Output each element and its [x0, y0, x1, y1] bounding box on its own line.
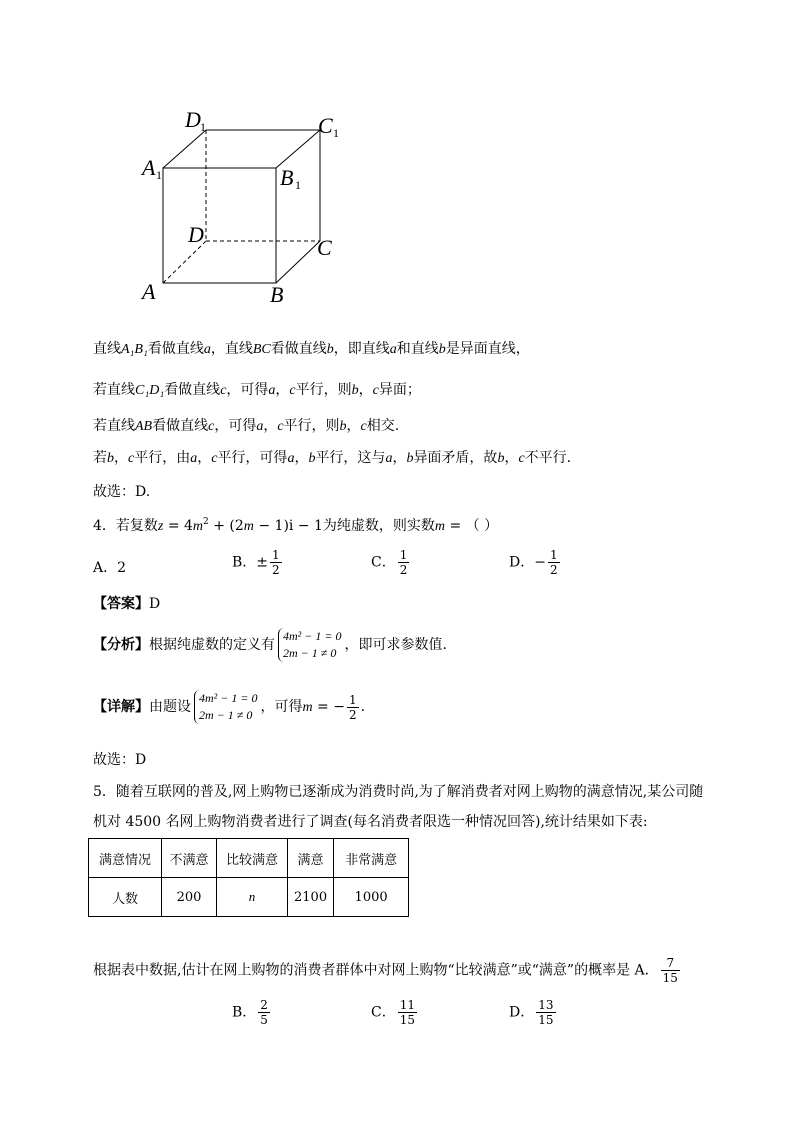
table-cell: 1000 — [334, 878, 409, 917]
label-c: C — [317, 235, 332, 260]
table-row — [89, 878, 409, 917]
edge-b-c — [276, 241, 320, 283]
q4-option-b[interactable]: B．± $\frac{1}{2}$ — [232, 548, 280, 577]
label-c1-sub: 1 — [333, 126, 339, 140]
label-b1: B — [280, 165, 294, 190]
table-cell: 人数 — [89, 878, 162, 917]
table-cell: n — [217, 878, 288, 917]
solution-line-2: 若直线C₁D₁看做直线c，可得a，c平行，则b，c异面； — [93, 382, 421, 398]
q4-analysis: 【分析】根据纯虚数的定义有 4m² − 1 = 0 2m − 1 ≠ 0 ，即可求参数值. — [93, 629, 447, 660]
q5-text-1: 5．随着互联网的普及,网上购物已逐渐成为消费时尚,为了解消费者对网上购物的满意情况,某公司随 — [93, 784, 704, 800]
table-header-cell: 不满意 — [162, 839, 217, 878]
table-header-cell: 满意情况 — [89, 839, 162, 878]
solution-answer: 故选：D. — [93, 484, 151, 500]
table-row — [89, 839, 409, 878]
label-b1-sub: 1 — [295, 178, 301, 192]
q4-conclusion: 故选：D — [93, 752, 147, 768]
label-d1-sub: 1 — [200, 120, 206, 134]
table-cell: 2100 — [288, 878, 334, 917]
edge-b1-c1 — [276, 130, 320, 168]
label-d1: D — [185, 107, 201, 132]
q5-option-d[interactable]: D． $\frac{13}{15}$ — [509, 998, 554, 1027]
label-a: A — [142, 279, 156, 304]
label-a1-sub: 1 — [156, 168, 162, 182]
sys-eq-2: 2m − 1 ≠ 0 — [199, 708, 253, 722]
table-header-cell: 比较满意 — [217, 839, 288, 878]
label-d: D — [188, 222, 204, 247]
survey-table — [88, 838, 409, 917]
label-a1: A — [142, 155, 156, 180]
q4-stem: 4．若复数$z = 4m^2 + (2m - 1)i - 1$为纯虚数，则实数m = （ ） — [93, 517, 499, 534]
table-header-cell: 满意 — [288, 839, 334, 878]
sys-eq-1: 4m² − 1 = 0 — [199, 691, 258, 705]
q5-option-c[interactable]: C． $\frac{11}{15}$ — [371, 998, 415, 1027]
q4-answer: 【答案】D — [93, 596, 161, 612]
label-c1: C — [318, 113, 333, 138]
table-cell: 200 — [162, 878, 217, 917]
q5-option-b[interactable]: B． $\frac{2}{5}$ — [232, 998, 268, 1027]
edge-a-d-hidden — [163, 241, 206, 283]
label-b: B — [270, 282, 284, 305]
q5-text-2: 机对 4500 名网上购物消费者进行了调查(每名消费者限选一种情况回答),统计结果如下表: — [93, 814, 648, 830]
cube-figure — [130, 105, 360, 305]
q4-detail: 【详解】由题设 4m² − 1 = 0 2m − 1 ≠ 0 ，可得m = − $\frac{1}{2}$ . — [93, 691, 366, 722]
q4-option-d[interactable]: D．− $\frac{1}{2}$ — [509, 548, 558, 577]
solution-line-1: 直线A₁B₁看做直线a，直线BC看做直线b，即直线a和直线b是异面直线， — [93, 341, 530, 357]
sys-eq-2: 2m − 1 ≠ 0 — [283, 646, 337, 660]
solution-line-3: 若直线AB看做直线c，可得a，c平行，则b，c相交. — [93, 418, 400, 434]
edge-a1-d1 — [163, 130, 206, 168]
q5-question: 根据表中数据,估计在网上购物的消费者群体中对网上购物“比较满意”或“满意”的概率是 A． $\frac{7}{15}$ — [93, 956, 678, 985]
solution-line-4: 若b，c平行，由a，c平行，可得a，b平行，这与a，b异面矛盾，故b，c不平行. — [93, 450, 572, 466]
q4-option-c[interactable]: C． $\frac{1}{2}$ — [371, 548, 408, 577]
sys-eq-1: 4m² − 1 = 0 — [283, 629, 342, 643]
table-header-cell: 非常满意 — [334, 839, 409, 878]
q4-option-a[interactable]: A．2 — [93, 560, 127, 576]
